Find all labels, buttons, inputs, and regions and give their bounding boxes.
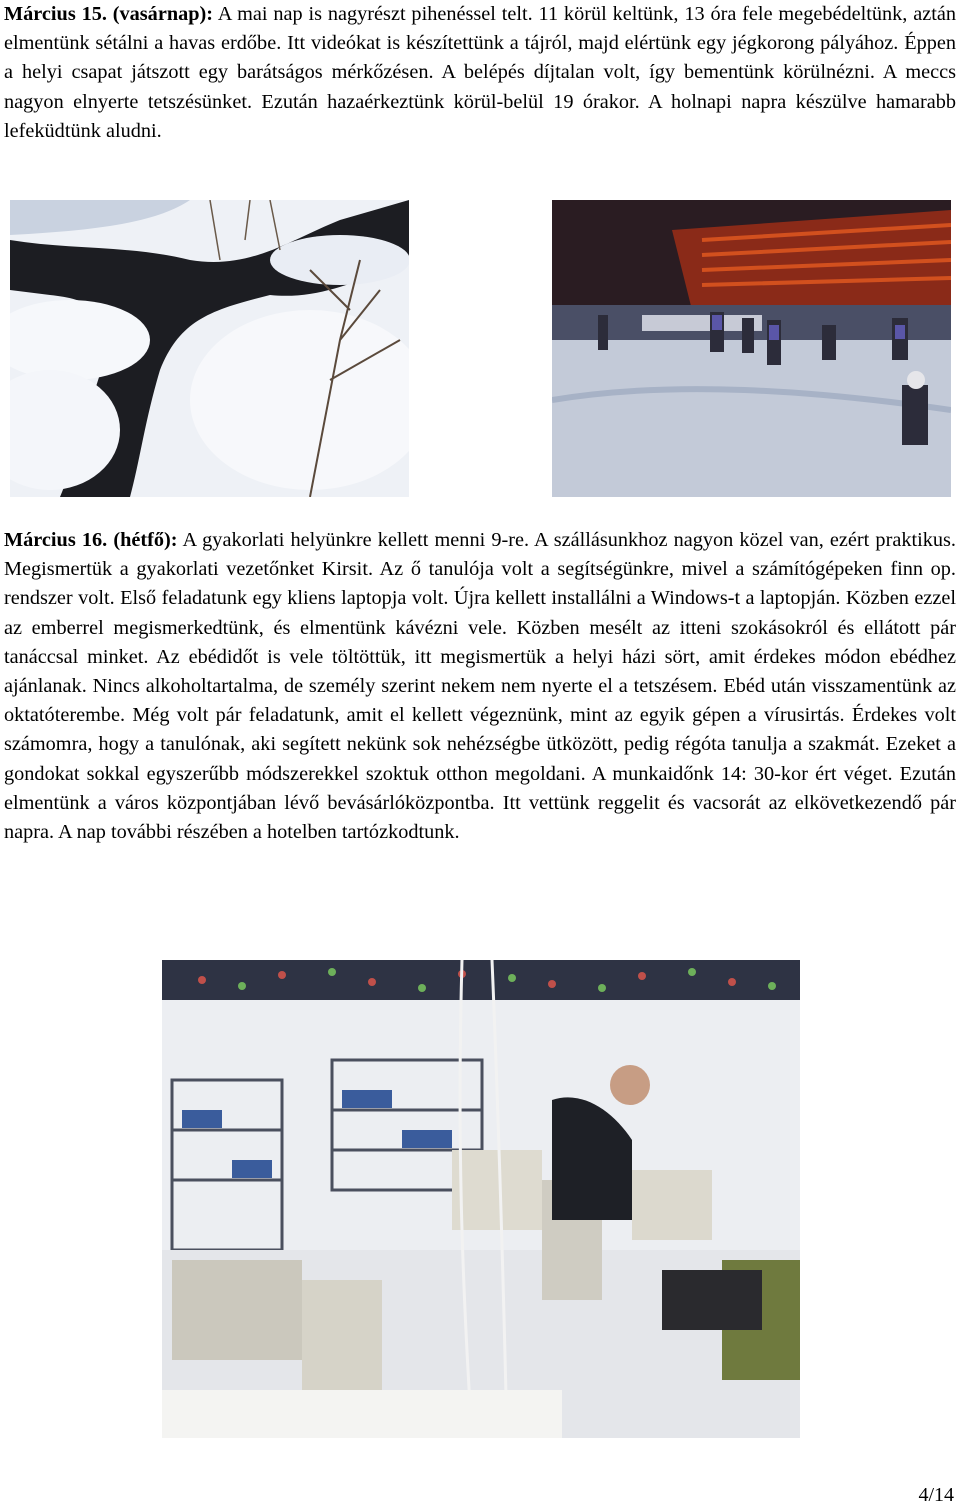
entry-body: A mai nap is nagyrészt pihenéssel telt. 11 körül keltünk, 13 óra fele megebédeltünk, aztán elmentünk sétálni a havas erdőbe. Itt videókat is készítettünk a tájról, majd elértünk egy jégkorong pályához. Éppen a helyi csapat játszott egy barátságos mérkőzésen. A belépés díjtalan volt, így bementünk körülnézni. A meccs nagyon elnyerte tetszésünket. Ezután hazaérkeztünk körül-belül 19 órakor. A holnapi napra készülve hamarabb lefeküdtünk aludni. <box>4 3 956 142</box>
diary-entry-march-15 <box>4 0 956 146</box>
page-number: 4/14 <box>918 1484 954 1506</box>
entry-date-heading: Március 15. (vasárnap): <box>4 3 214 25</box>
snowy-forest-stream-photo <box>10 200 409 497</box>
entry-date-heading: Március 16. (hétfő): <box>4 529 178 551</box>
computer-lab-photo <box>162 960 800 1438</box>
entry-body: A gyakorlati helyünkre kellett menni 9-re. A szállásunkhoz nagyon közel van, ezért praktikus. Megismertük a gyakorlati vezetőnket Kirsit. Az ő tanulója volt a segítségünkre, mivel a számítógépeken finn op. rendszer volt. Első feladatunk egy kliens laptopja volt. Újra kellett installálni a Windows-t a laptopján. Közben ezzel az emberrel megismerkedtünk, és elmentünk kávézni vele. Közben mesélt az itteni szokásokról és ellátott pár tanáccsal minket. Az ebédidőt is vele töltöttük, itt megismertük a helyi házi sört, amit érdekes módon ebédhez ajánlanak. Nincs alkoholtartalma, de személy szerint nekem nem nyerte el a tetszésem. Ebéd után visszamentünk az oktatóterembe. Még volt pár feladatunk, amit el kellett végeznünk, mint az egyik gépen a vírusirtás. Érdekes volt számomra, hogy a tanulónak, aki segített nekünk sok nehézségbe ütközött, pedig régóta tanulja a szakmát. Ezeket a gondokat sokkal egyszerűbb módszerekkel szoktuk otthon megoldani. A munkaidőnk 14: 30-kor ért véget. Ezután elmentünk a város központjában lévő bevásárlóközpontba. Itt vettünk reggelit és vacsorát az elkövetkezendő pár napra. A nap további részében a hotelben tartózkodtunk. <box>4 529 956 844</box>
diary-entry-march-16 <box>4 526 956 847</box>
ice-hockey-rink-photo <box>552 200 951 497</box>
